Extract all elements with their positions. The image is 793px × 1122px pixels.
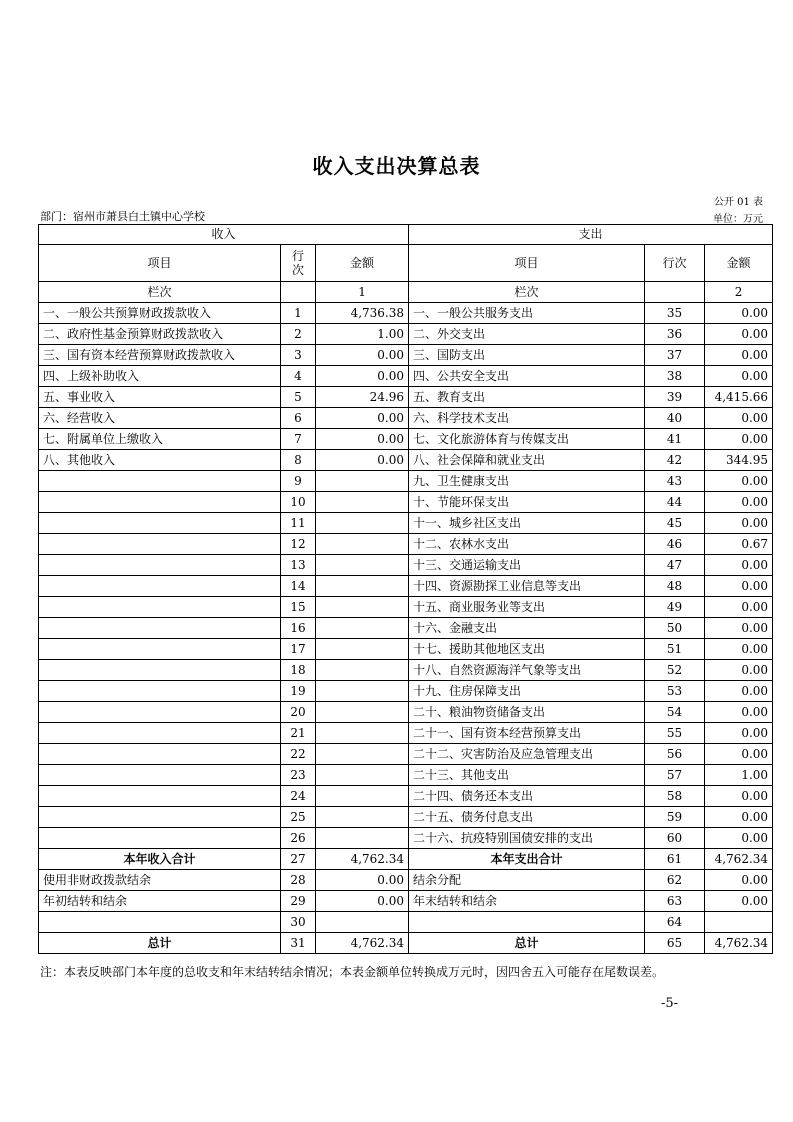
expense-line-cell: 45 xyxy=(645,513,705,534)
expense-line-header: 行次 xyxy=(645,245,705,282)
table-row xyxy=(39,429,773,450)
expense-line-cell: 44 xyxy=(645,492,705,513)
table-row xyxy=(39,660,773,681)
income-item-cell: 三、国有资本经营预算财政拨款收入 xyxy=(39,345,281,366)
income-amount-cell: 0.00 xyxy=(316,366,409,387)
income-item-cell xyxy=(39,555,281,576)
income-amount-cell xyxy=(316,513,409,534)
expense-amount-cell: 4,762.34 xyxy=(705,849,773,870)
income-item-cell xyxy=(39,912,281,933)
table-row xyxy=(39,723,773,744)
income-item-cell xyxy=(39,618,281,639)
income-amount-cell: 0.00 xyxy=(316,891,409,912)
expense-amount-cell: 0.00 xyxy=(705,639,773,660)
income-item-cell: 六、经营收入 xyxy=(39,408,281,429)
income-line-cell: 31 xyxy=(281,933,316,954)
income-line-cell: 25 xyxy=(281,807,316,828)
expense-item-cell: 年末结转和结余 xyxy=(409,891,645,912)
income-item-cell: 年初结转和结余 xyxy=(39,891,281,912)
income-line-cell: 6 xyxy=(281,408,316,429)
expense-line-cell: 65 xyxy=(645,933,705,954)
table-row xyxy=(39,786,773,807)
table-row xyxy=(39,765,773,786)
expense-line-cell: 35 xyxy=(645,303,705,324)
income-amount-cell: 4,736.38 xyxy=(316,303,409,324)
income-line-cell: 22 xyxy=(281,744,316,765)
income-line-cell: 16 xyxy=(281,618,316,639)
expense-item-cell: 二十二、灾害防治及应急管理支出 xyxy=(409,744,645,765)
income-item-cell: 一、一般公共预算财政拨款收入 xyxy=(39,303,281,324)
expense-amount-cell: 0.00 xyxy=(705,324,773,345)
expense-line-cell: 64 xyxy=(645,912,705,933)
expense-item-cell: 五、教育支出 xyxy=(409,387,645,408)
income-line-cell: 10 xyxy=(281,492,316,513)
expense-line-cell: 51 xyxy=(645,639,705,660)
table-row xyxy=(39,891,773,912)
expense-amount-cell: 1.00 xyxy=(705,765,773,786)
expense-line-cell: 41 xyxy=(645,429,705,450)
income-item-cell: 二、政府性基金预算财政拨款收入 xyxy=(39,324,281,345)
expense-amount-cell: 4,415.66 xyxy=(705,387,773,408)
expense-item-cell: 结余分配 xyxy=(409,870,645,891)
income-line-cell: 17 xyxy=(281,639,316,660)
income-amount-cell xyxy=(316,765,409,786)
income-column-label: 栏次 xyxy=(39,282,281,303)
income-item-cell xyxy=(39,744,281,765)
table-row xyxy=(39,639,773,660)
income-item-cell: 八、其他收入 xyxy=(39,450,281,471)
expense-line-cell: 37 xyxy=(645,345,705,366)
expense-item-cell: 六、科学技术支出 xyxy=(409,408,645,429)
expense-amount-cell: 0.00 xyxy=(705,471,773,492)
income-line-cell: 15 xyxy=(281,597,316,618)
expense-amount-cell: 0.00 xyxy=(705,408,773,429)
expense-line-cell: 54 xyxy=(645,702,705,723)
income-item-cell: 本年收入合计 xyxy=(39,849,281,870)
income-amount-cell xyxy=(316,534,409,555)
income-item-cell xyxy=(39,807,281,828)
income-line-cell: 11 xyxy=(281,513,316,534)
income-item-cell xyxy=(39,639,281,660)
income-amount-cell: 0.00 xyxy=(316,870,409,891)
income-item-cell xyxy=(39,534,281,555)
income-line-cell: 2 xyxy=(281,324,316,345)
income-line-cell: 13 xyxy=(281,555,316,576)
income-line-cell: 29 xyxy=(281,891,316,912)
form-number: 公开 01 表 xyxy=(713,197,763,208)
year-total-row xyxy=(39,849,773,870)
expense-line-cell: 52 xyxy=(645,660,705,681)
income-amount-cell xyxy=(316,723,409,744)
expense-amount-cell: 344.95 xyxy=(705,450,773,471)
expense-amount-cell: 0.00 xyxy=(705,870,773,891)
expense-line-cell: 61 xyxy=(645,849,705,870)
income-item-cell xyxy=(39,576,281,597)
income-item-cell xyxy=(39,492,281,513)
expense-amount-cell: 0.00 xyxy=(705,345,773,366)
expense-line-cell: 50 xyxy=(645,618,705,639)
income-amount-cell xyxy=(316,912,409,933)
income-amount-cell: 1.00 xyxy=(316,324,409,345)
income-item-cell xyxy=(39,786,281,807)
income-amount-cell xyxy=(316,786,409,807)
expense-line-cell: 39 xyxy=(645,387,705,408)
expense-item-cell: 三、国防支出 xyxy=(409,345,645,366)
expense-line-cell: 38 xyxy=(645,366,705,387)
expense-item-cell: 本年支出合计 xyxy=(409,849,645,870)
income-line-cell: 8 xyxy=(281,450,316,471)
expense-line-cell: 53 xyxy=(645,681,705,702)
income-amount-cell: 0.00 xyxy=(316,408,409,429)
table-row xyxy=(39,492,773,513)
expense-item-cell: 十四、资源勘探工业信息等支出 xyxy=(409,576,645,597)
expense-line-cell: 36 xyxy=(645,324,705,345)
expense-amount-cell: 0.00 xyxy=(705,429,773,450)
income-line-cell: 3 xyxy=(281,345,316,366)
expense-line-cell: 57 xyxy=(645,765,705,786)
expense-item-cell: 二十三、其他支出 xyxy=(409,765,645,786)
expense-item-cell: 二十五、债务付息支出 xyxy=(409,807,645,828)
table-row xyxy=(39,807,773,828)
expense-column-label: 栏次 xyxy=(409,282,645,303)
income-amount-cell xyxy=(316,639,409,660)
expense-amount-cell: 0.00 xyxy=(705,744,773,765)
income-line-cell: 1 xyxy=(281,303,316,324)
expense-item-cell: 十九、住房保障支出 xyxy=(409,681,645,702)
income-line-cell: 18 xyxy=(281,660,316,681)
expense-item-cell: 二、外交支出 xyxy=(409,324,645,345)
income-line-cell: 19 xyxy=(281,681,316,702)
expense-item-cell: 二十四、债务还本支出 xyxy=(409,786,645,807)
table-row xyxy=(39,870,773,891)
expense-amount-cell: 0.00 xyxy=(705,681,773,702)
expense-section-header: 支出 xyxy=(409,225,773,245)
unit-label: 单位：万元 xyxy=(713,214,763,225)
expense-amount-cell: 0.00 xyxy=(705,786,773,807)
table-row xyxy=(39,513,773,534)
income-expense-table xyxy=(38,224,773,954)
expense-amount-cell: 0.00 xyxy=(705,576,773,597)
expense-item-header: 项目 xyxy=(409,245,645,282)
income-amount-cell xyxy=(316,471,409,492)
table-row xyxy=(39,366,773,387)
income-line-cell: 7 xyxy=(281,429,316,450)
income-amount-cell xyxy=(316,828,409,849)
income-item-header: 项目 xyxy=(39,245,281,282)
expense-amount-cell: 0.00 xyxy=(705,807,773,828)
income-line-cell: 27 xyxy=(281,849,316,870)
table-row xyxy=(39,345,773,366)
table-row xyxy=(39,702,773,723)
income-line-cell: 9 xyxy=(281,471,316,492)
income-item-cell: 使用非财政拨款结余 xyxy=(39,870,281,891)
income-line-cell: 28 xyxy=(281,870,316,891)
table-row xyxy=(39,828,773,849)
table-row xyxy=(39,576,773,597)
expense-item-cell: 十八、自然资源海洋气象等支出 xyxy=(409,660,645,681)
expense-item-cell: 七、文化旅游体育与传媒支出 xyxy=(409,429,645,450)
expense-amount-cell: 0.00 xyxy=(705,597,773,618)
expense-line-cell: 58 xyxy=(645,786,705,807)
expense-item-cell: 十一、城乡社区支出 xyxy=(409,513,645,534)
income-item-cell xyxy=(39,765,281,786)
income-amount-cell xyxy=(316,576,409,597)
expense-line-cell: 60 xyxy=(645,828,705,849)
table-row xyxy=(39,744,773,765)
grand-total-row xyxy=(39,933,773,954)
expense-amount-cell: 0.00 xyxy=(705,723,773,744)
income-amount-cell xyxy=(316,555,409,576)
income-item-cell: 五、事业收入 xyxy=(39,387,281,408)
income-item-cell xyxy=(39,471,281,492)
expense-amount-cell: 0.00 xyxy=(705,828,773,849)
expense-item-cell: 十二、农林水支出 xyxy=(409,534,645,555)
expense-amount-cell: 0.00 xyxy=(705,702,773,723)
income-item-cell xyxy=(39,723,281,744)
expense-item-cell: 八、社会保障和就业支出 xyxy=(409,450,645,471)
expense-line-cell: 46 xyxy=(645,534,705,555)
expense-amount-header: 金额 xyxy=(705,245,773,282)
expense-item-cell: 十五、商业服务业等支出 xyxy=(409,597,645,618)
income-line-cell: 20 xyxy=(281,702,316,723)
income-line-cell: 26 xyxy=(281,828,316,849)
income-item-cell: 七、附属单位上缴收入 xyxy=(39,429,281,450)
section-header-row xyxy=(39,225,773,245)
income-amount-cell xyxy=(316,660,409,681)
table-row xyxy=(39,681,773,702)
expense-line-cell: 40 xyxy=(645,408,705,429)
expense-line-cell: 55 xyxy=(645,723,705,744)
expense-item-cell: 十三、交通运输支出 xyxy=(409,555,645,576)
income-amount-cell: 0.00 xyxy=(316,429,409,450)
expense-amount-cell: 0.00 xyxy=(705,891,773,912)
column-header-row xyxy=(39,245,773,282)
expense-line-cell: 49 xyxy=(645,597,705,618)
income-amount-cell xyxy=(316,702,409,723)
table-row xyxy=(39,408,773,429)
expense-item-cell: 九、卫生健康支出 xyxy=(409,471,645,492)
income-line-cell: 5 xyxy=(281,387,316,408)
table-row xyxy=(39,534,773,555)
expense-amount-cell: 0.00 xyxy=(705,555,773,576)
table-row xyxy=(39,912,773,933)
expense-line-cell: 42 xyxy=(645,450,705,471)
expense-line-cell: 43 xyxy=(645,471,705,492)
income-line-header: 行次 xyxy=(281,245,316,282)
expense-item-cell: 总计 xyxy=(409,933,645,954)
income-item-cell: 总计 xyxy=(39,933,281,954)
income-line-cell: 24 xyxy=(281,786,316,807)
expense-amount-cell: 0.00 xyxy=(705,513,773,534)
expense-amount-cell xyxy=(705,912,773,933)
expense-line-cell: 63 xyxy=(645,891,705,912)
department-label: 部门：宿州市萧县白土镇中心学校 xyxy=(40,210,205,223)
income-column-blank xyxy=(281,282,316,303)
expense-amount-cell: 0.00 xyxy=(705,366,773,387)
income-item-cell xyxy=(39,660,281,681)
page-number: -5- xyxy=(661,996,679,1011)
table-row xyxy=(39,471,773,492)
income-item-cell xyxy=(39,681,281,702)
expense-item-cell: 二十、粮油物资储备支出 xyxy=(409,702,645,723)
table-row xyxy=(39,618,773,639)
expense-line-cell: 59 xyxy=(645,807,705,828)
income-line-cell: 30 xyxy=(281,912,316,933)
table-row xyxy=(39,324,773,345)
expense-column-blank xyxy=(645,282,705,303)
income-amount-cell xyxy=(316,681,409,702)
table-row xyxy=(39,387,773,408)
income-line-cell: 4 xyxy=(281,366,316,387)
expense-amount-cell: 0.00 xyxy=(705,492,773,513)
expense-amount-cell: 4,762.34 xyxy=(705,933,773,954)
income-item-cell xyxy=(39,597,281,618)
table-row xyxy=(39,303,773,324)
income-amount-cell xyxy=(316,744,409,765)
income-amount-cell xyxy=(316,618,409,639)
expense-line-cell: 47 xyxy=(645,555,705,576)
expense-line-cell: 56 xyxy=(645,744,705,765)
income-amount-header: 金额 xyxy=(316,245,409,282)
income-section-header: 收入 xyxy=(39,225,409,245)
expense-amount-cell: 0.67 xyxy=(705,534,773,555)
income-item-cell xyxy=(39,702,281,723)
income-amount-cell xyxy=(316,492,409,513)
table-row xyxy=(39,555,773,576)
table-row xyxy=(39,597,773,618)
income-amount-cell: 0.00 xyxy=(316,345,409,366)
income-line-cell: 12 xyxy=(281,534,316,555)
income-item-cell: 四、上级补助收入 xyxy=(39,366,281,387)
expense-item-cell: 十、节能环保支出 xyxy=(409,492,645,513)
page-title: 收入支出决算总表 xyxy=(312,154,481,178)
footnote: 注：本表反映部门本年度的总收支和年末结转结余情况；本表金额单位转换成万元时，因四舍五入可能存在尾数误差。 xyxy=(40,965,665,979)
income-line-cell: 21 xyxy=(281,723,316,744)
expense-item-cell: 十六、金融支出 xyxy=(409,618,645,639)
expense-item-cell: 一、一般公共服务支出 xyxy=(409,303,645,324)
expense-item-cell: 二十六、抗疫特别国债安排的支出 xyxy=(409,828,645,849)
expense-item-cell xyxy=(409,912,645,933)
expense-item-cell: 二十一、国有资本经营预算支出 xyxy=(409,723,645,744)
column-index-row xyxy=(39,282,773,303)
income-amount-cell: 4,762.34 xyxy=(316,849,409,870)
income-item-cell xyxy=(39,828,281,849)
income-item-cell xyxy=(39,513,281,534)
expense-amount-cell: 0.00 xyxy=(705,618,773,639)
income-line-cell: 23 xyxy=(281,765,316,786)
income-line-cell: 14 xyxy=(281,576,316,597)
income-amount-cell: 4,762.34 xyxy=(316,933,409,954)
expense-amount-cell: 0.00 xyxy=(705,303,773,324)
expense-line-cell: 62 xyxy=(645,870,705,891)
income-amount-cell xyxy=(316,807,409,828)
expense-item-cell: 四、公共安全支出 xyxy=(409,366,645,387)
table-row xyxy=(39,450,773,471)
expense-amount-cell: 0.00 xyxy=(705,660,773,681)
income-amount-cell: 24.96 xyxy=(316,387,409,408)
expense-item-cell: 十七、援助其他地区支出 xyxy=(409,639,645,660)
income-amount-cell xyxy=(316,597,409,618)
expense-column-index: 2 xyxy=(705,282,773,303)
income-amount-cell: 0.00 xyxy=(316,450,409,471)
expense-line-cell: 48 xyxy=(645,576,705,597)
income-column-index: 1 xyxy=(316,282,409,303)
